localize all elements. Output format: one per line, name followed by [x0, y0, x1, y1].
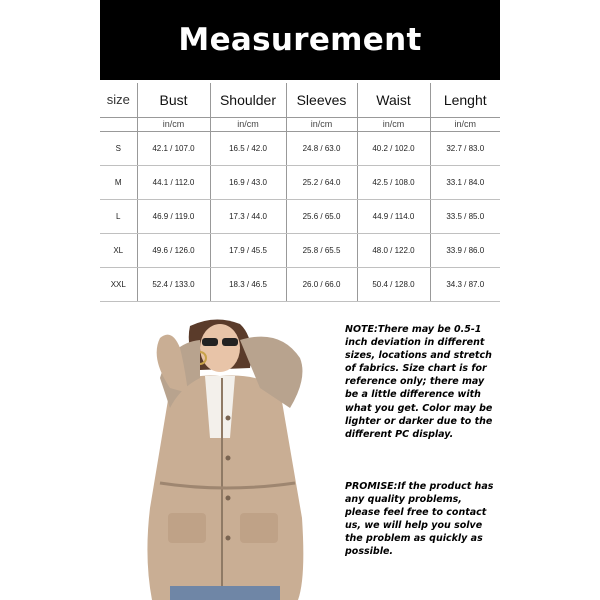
unit-label: in/cm	[357, 117, 430, 131]
column-header-sleeves: Sleeves	[286, 83, 357, 117]
size-chart-table	[100, 83, 500, 302]
column-header-bust: Bust	[137, 83, 210, 117]
bust-cell: 42.1 / 107.0	[137, 131, 210, 165]
unit-label: in/cm	[137, 117, 210, 131]
size-column-header: size	[106, 92, 130, 108]
shoulder-cell: 16.5 / 42.0	[210, 131, 286, 165]
length-cell: 33.5 / 85.0	[430, 199, 500, 233]
bust-cell: 44.1 / 112.0	[137, 165, 210, 199]
size-cell: M	[100, 165, 137, 199]
waist-cell: 44.9 / 114.0	[357, 199, 430, 233]
unit-label: in/cm	[430, 117, 500, 131]
waist-cell: 50.4 / 128.0	[357, 267, 430, 301]
sleeves-cell: 25.8 / 65.5	[286, 233, 357, 267]
table-row	[100, 199, 500, 233]
shoulder-cell: 17.3 / 44.0	[210, 199, 286, 233]
table-row	[100, 165, 500, 199]
waist-cell: 40.2 / 102.0	[357, 131, 430, 165]
length-cell: 34.3 / 87.0	[430, 267, 500, 301]
units-cell-empty	[100, 117, 137, 131]
size-cell: L	[100, 199, 137, 233]
length-cell: 33.1 / 84.0	[430, 165, 500, 199]
size-cell: S	[100, 131, 137, 165]
bust-cell: 49.6 / 126.0	[137, 233, 210, 267]
column-header-shoulder: Shoulder	[210, 83, 286, 117]
face	[200, 324, 240, 372]
column-header-waist: Waist	[357, 83, 430, 117]
shoulder-cell: 18.3 / 46.5	[210, 267, 286, 301]
sleeves-cell: 25.2 / 64.0	[286, 165, 357, 199]
length-cell: 33.9 / 86.0	[430, 233, 500, 267]
sunglasses	[202, 338, 218, 346]
sleeves-cell: 25.6 / 65.0	[286, 199, 357, 233]
shoulder-cell: 17.9 / 45.5	[210, 233, 286, 267]
note-text: NOTE:There may be 0.5-1 inch deviation in different sizes, locations and stretch of fabrics. Size chart is for reference only; there may be a little difference with what you get. Color may be lighter or darker due to the different PC display.	[345, 324, 493, 440]
bust-cell: 46.9 / 119.0	[137, 199, 210, 233]
length-cell: 32.7 / 83.0	[430, 131, 500, 165]
product-photo	[130, 318, 320, 600]
promise-text: PROMISE:If the product has any quality problems, please feel free to contact us, we will help you solve the problem as quickly as possible.	[345, 481, 494, 558]
jeans	[170, 586, 280, 600]
waist-cell: 42.5 / 108.0	[357, 165, 430, 199]
table-row	[100, 233, 500, 267]
table-row	[100, 131, 500, 165]
unit-label: in/cm	[210, 117, 286, 131]
table-header-row	[100, 83, 500, 117]
table-row	[100, 267, 500, 301]
title-banner	[100, 0, 500, 80]
pocket-right	[240, 513, 278, 543]
column-header-length: Lenght	[430, 83, 500, 117]
unit-label: in/cm	[286, 117, 357, 131]
size-cell: XXL	[100, 267, 137, 301]
page-title: Measurement	[178, 22, 422, 58]
waist-cell: 48.0 / 122.0	[357, 233, 430, 267]
shoulder-cell: 16.9 / 43.0	[210, 165, 286, 199]
size-cell: XL	[100, 233, 137, 267]
sleeves-cell: 26.0 / 66.0	[286, 267, 357, 301]
units-row	[100, 117, 500, 131]
bust-cell: 52.4 / 133.0	[137, 267, 210, 301]
sleeves-cell: 24.8 / 63.0	[286, 131, 357, 165]
sweater	[205, 376, 235, 438]
pocket-left	[168, 513, 206, 543]
